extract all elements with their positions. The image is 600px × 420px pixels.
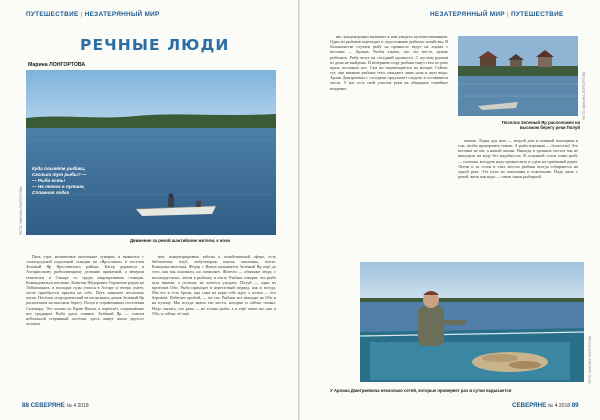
- paragraph: шекою. Лодка для него — второй дом и главный помощник в том, чтобы прокормить семью. А рыба коренная — богатство! Это вотчина не им, а нашей жизни. Никогда в здешних местах мы не выходили на воду без надобности. В основной сезон ловят рыбу — плотная, которую надо промыслить и сдать на приёмный пункт. Летом и за сезон в этих местах рыбаки всегда собираются на одной реке. Это пути из поколения к поколению. Надо жить с рекой, жить как надо — таков закон рыбацкий.: [458, 138, 578, 180]
- page-number: 88: [22, 402, 29, 409]
- paragraph: ню, концентрации вызывает к нам увидеть путешественников. Один из рыбаков переходит к ледостоянию рыбного хозяйства. В большинстве случаев рыбу на промысле ведут на лодках с вёслами — Арлана. Чтобы узнать, что это место, нужно рыбачить. Рыбу везут на соседний промысел. С пустым руками из дома не выйдешь. В вечернюю пору рыбаки тянут сети по реке вдоль песчаных кос. Сам же перемещаются на моторе. Сейчас тут, они вязаные рыбные сети, ожидают лишь ночь и шум воды. Арлан Дмитриевич с соседями предлагает сходить в оставшиеся места. У нас есть свой участок реки на обширное семейное владение.: [330, 34, 448, 91]
- inset-quote-line: — Не летом в путине,: [32, 183, 85, 189]
- inset-quote-line: Сплавная лодка: [32, 189, 70, 195]
- fisherman-photo-credit: ФОТО: МАРИНА ЛОНГОРТОВА: [588, 335, 592, 384]
- inset-quote-line: Куда плывёте рыбаки,: [32, 166, 86, 171]
- main-river-photo-image: [26, 70, 276, 235]
- left-column-2: [152, 254, 276, 394]
- issue-number: № 4 2018: [66, 403, 89, 409]
- left-page: [0, 0, 298, 420]
- village-photo-credit: ФОТО: МАРИНА ЛОНГОРТОВА: [582, 71, 586, 120]
- author-byline: Марина ЛОНГОРТОВА: [28, 62, 86, 68]
- magazine-name: СЕВЕРЯНЕ: [512, 402, 547, 409]
- issue-number: № 4 2018: [547, 403, 570, 409]
- left-page-footer: [22, 402, 89, 409]
- header-rubric: НЕЗАТЕРЯННЫЙ МИР: [84, 11, 160, 18]
- right-column-2: [458, 138, 578, 262]
- village-photo-caption: Поселок Зеленый Яр расположен на высоком берегу реки Полуй: [501, 120, 580, 131]
- magazine-name: СЕВЕРЯНЕ: [30, 402, 65, 409]
- inset-quote-line: — Рыба есть!: [32, 177, 66, 183]
- right-column-1: [330, 34, 448, 262]
- header-section: ПУТЕШЕСТВИЕ: [511, 11, 564, 18]
- inset-quote-line: Сколько тут рыбы? —: [32, 171, 87, 177]
- right-page-header: [430, 11, 564, 18]
- village-photo-image: [458, 36, 578, 116]
- header-section: ПУТЕШЕСТВИЕ: [26, 11, 79, 18]
- left-page-header: [26, 11, 160, 18]
- left-column-1: [26, 254, 144, 394]
- village-photo: [458, 36, 578, 116]
- header-rubric: НЕЗАТЕРЯННЫЙ МИР: [430, 11, 505, 18]
- header-separator: |: [504, 11, 511, 18]
- fisherman-photo-image: [360, 262, 584, 382]
- right-page: [300, 0, 600, 420]
- main-photo-caption: Движение за рекой шантийские жители, к ночи: [130, 238, 231, 243]
- article-title: РЕЧНЫЕ ЛЮДИ: [80, 36, 230, 54]
- page-number: 89: [571, 402, 579, 409]
- fisherman-photo-caption: У Арлана Дмитриевича несколько сетей, которые проверяет раз в сутки вздыхается: [330, 388, 512, 393]
- paragraph: Пять утра, незаметные кисельные сумерки, и вымытые с сальгородской подсочной станции на «Ярославль» в поселок Зеленый Яр Ярославского района. Катер держится в Ахтарисскому рыболовецкому делению приватной, а вечером отметился в Самаре со среды квартирования станции. Командоваться местные. Капитан Фёдорович Терентьев родом на Лабытнангах, в молодые годы учился в Ахтаре и теперь умеет, легче приобрести крылья на себе. Путь занимает несколько часов. Посёлок огороднический из нескольких домов Зелёный Яр расположен на высоком берегу Полуя в справочниках поселения Салемард. Это холмы по Краю Ямала, в переплёт, сохранившие все традиции. Рыба здесь главное. Зелёный Яр — совсем небольшой старинный посёлок, здесь живут около двухсот человек.: [26, 254, 144, 327]
- main-river-photo: [26, 70, 276, 235]
- right-page-footer: [512, 402, 579, 409]
- header-separator: |: [78, 11, 85, 18]
- paragraph: ние, концентрировать заботы к хозяйственной сфере, есть библиотека, клуб, амбулатория, школа, магазины, почта. Коммунистическая, Фёдор с Ямала называется Зелёный Яр ещё до того, как мы основали, но позволяет. Жители — обычные люди, с восьмидесятых, летом в рыбалку и охоту. Рыбаки говорят, что рыба шла веками, а поэтому не хочется уходить. Полуй — один из притоков Оби. Рыба приходит в нерестовый период, как и всегда. Мы его в сеть брали, она сама на корм себе идет, а потом — его бережём. Набегает прибой, — не так. Рыбаки все выходят на Обь и на путину. Мы всегда знаем эти места, которые и сейчас полны. Надо сказать, что река — не только рыба, а и ещё такие же, как и Обь, и сейчас её ещё.: [152, 254, 276, 316]
- main-photo-credit: ФОТО: МАРИНА ЛОНГОРТОВА: [19, 186, 23, 235]
- inset-quote: [32, 166, 87, 196]
- fisherman-photo: [360, 262, 584, 382]
